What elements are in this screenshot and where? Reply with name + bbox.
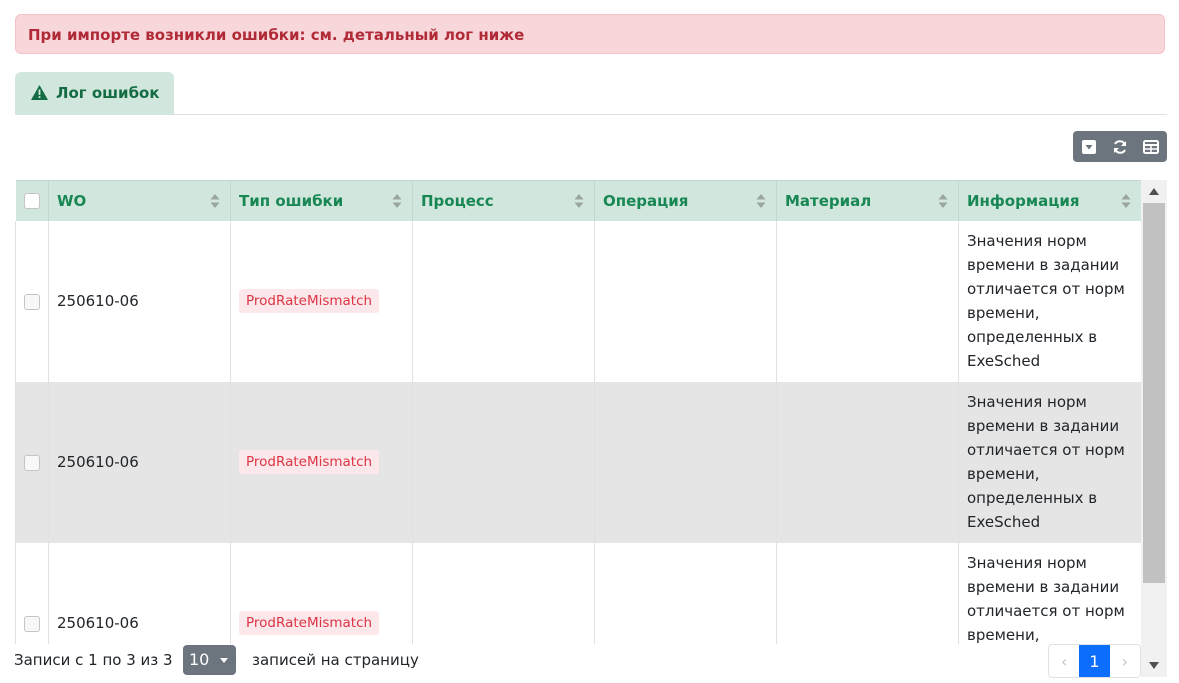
error-log-table bbox=[15, 180, 1142, 644]
col-header-error-type[interactable] bbox=[231, 181, 413, 221]
cell-wo: 250610-06 bbox=[49, 221, 231, 382]
cell-operation bbox=[595, 382, 777, 543]
prev-page-button[interactable]: ‹ bbox=[1060, 651, 1068, 671]
cell-info bbox=[959, 382, 1142, 543]
info-text: Значения норм времени в задании отличается от норм времени, определенных в ExeSched bbox=[967, 232, 1125, 370]
error-type-badge: ProdRateMismatch bbox=[239, 450, 379, 474]
cell-error-type bbox=[231, 382, 413, 543]
scroll-up-icon[interactable] bbox=[1149, 188, 1159, 195]
table-header-row bbox=[16, 181, 1142, 221]
error-type-badge: ProdRateMismatch bbox=[239, 289, 379, 313]
cell-material bbox=[777, 543, 959, 645]
col-header-wo[interactable] bbox=[49, 181, 231, 221]
col-header-wo-label: WO bbox=[57, 191, 87, 210]
page-button-current[interactable]: 1 bbox=[1079, 645, 1109, 677]
table-row[interactable] bbox=[16, 221, 1142, 382]
col-header-process[interactable] bbox=[413, 181, 595, 221]
columns-icon bbox=[1143, 140, 1159, 154]
warning-icon bbox=[31, 74, 48, 117]
cell-material bbox=[777, 382, 959, 543]
table-scrollbar[interactable] bbox=[1141, 180, 1167, 677]
import-error-alert: При импорте возникли ошибки: см. детальный лог ниже bbox=[15, 14, 1165, 54]
select-all-checkbox[interactable] bbox=[24, 193, 40, 209]
cell-info bbox=[959, 543, 1142, 645]
cell-operation bbox=[595, 221, 777, 382]
refresh-button[interactable] bbox=[1104, 131, 1135, 162]
scroll-down-icon[interactable] bbox=[1149, 662, 1159, 669]
pagination bbox=[1048, 644, 1141, 678]
col-header-operation-label: Операция bbox=[603, 191, 689, 210]
col-header-material[interactable] bbox=[777, 181, 959, 221]
error-log-table-container bbox=[15, 180, 1167, 644]
refresh-icon bbox=[1112, 139, 1128, 155]
cell-operation bbox=[595, 543, 777, 645]
cell-process bbox=[413, 221, 595, 382]
export-dropdown-button[interactable] bbox=[1073, 131, 1104, 162]
info-text: Значения норм времени в задании отличается от норм времени, bbox=[967, 554, 1125, 644]
table-row[interactable] bbox=[16, 382, 1142, 543]
sort-icon bbox=[938, 193, 948, 209]
cell-wo: 250610-06 bbox=[49, 543, 231, 645]
col-header-error-type-label: Тип ошибки bbox=[239, 191, 344, 210]
sort-icon bbox=[392, 193, 402, 209]
col-header-info-label: Информация bbox=[967, 191, 1080, 210]
select-all-cell bbox=[16, 181, 49, 221]
cell-process bbox=[413, 543, 595, 645]
row-select-cell bbox=[16, 221, 49, 382]
tab-error-log[interactable] bbox=[15, 72, 174, 115]
page-size-value: 10 bbox=[189, 650, 210, 669]
row-checkbox[interactable] bbox=[24, 455, 40, 471]
table-row[interactable] bbox=[16, 543, 1142, 645]
col-header-process-label: Процесс bbox=[421, 191, 494, 210]
row-checkbox[interactable] bbox=[24, 294, 40, 310]
row-checkbox[interactable] bbox=[24, 616, 40, 632]
cell-process bbox=[413, 382, 595, 543]
cell-error-type bbox=[231, 543, 413, 645]
col-header-material-label: Материал bbox=[785, 191, 872, 210]
records-info: Записи с 1 по 3 из 3 bbox=[14, 651, 173, 669]
tab-error-log-label: Лог ошибок bbox=[56, 84, 160, 102]
page-size-select[interactable] bbox=[183, 645, 236, 675]
scrollbar-thumb[interactable] bbox=[1143, 203, 1165, 583]
sort-icon bbox=[756, 193, 766, 209]
page-size-suffix: записей на страницу bbox=[252, 651, 419, 669]
info-text: Значения норм времени в задании отличается от норм времени, определенных в ExeSched bbox=[967, 393, 1125, 531]
col-header-operation[interactable] bbox=[595, 181, 777, 221]
cell-material bbox=[777, 221, 959, 382]
col-header-info[interactable] bbox=[959, 181, 1142, 221]
table-toolbar bbox=[1073, 131, 1167, 162]
next-page-button[interactable]: › bbox=[1121, 651, 1129, 671]
tabs-divider bbox=[15, 114, 1167, 115]
dropdown-icon bbox=[1082, 140, 1096, 154]
error-type-badge: ProdRateMismatch bbox=[239, 611, 379, 635]
cell-wo: 250610-06 bbox=[49, 382, 231, 543]
sort-icon bbox=[210, 193, 220, 209]
chevron-down-icon bbox=[220, 658, 228, 663]
sort-icon bbox=[574, 193, 584, 209]
columns-button[interactable] bbox=[1136, 131, 1167, 162]
row-select-cell bbox=[16, 382, 49, 543]
sort-icon bbox=[1121, 193, 1131, 209]
row-select-cell bbox=[16, 543, 49, 645]
cell-info bbox=[959, 221, 1142, 382]
cell-error-type bbox=[231, 221, 413, 382]
